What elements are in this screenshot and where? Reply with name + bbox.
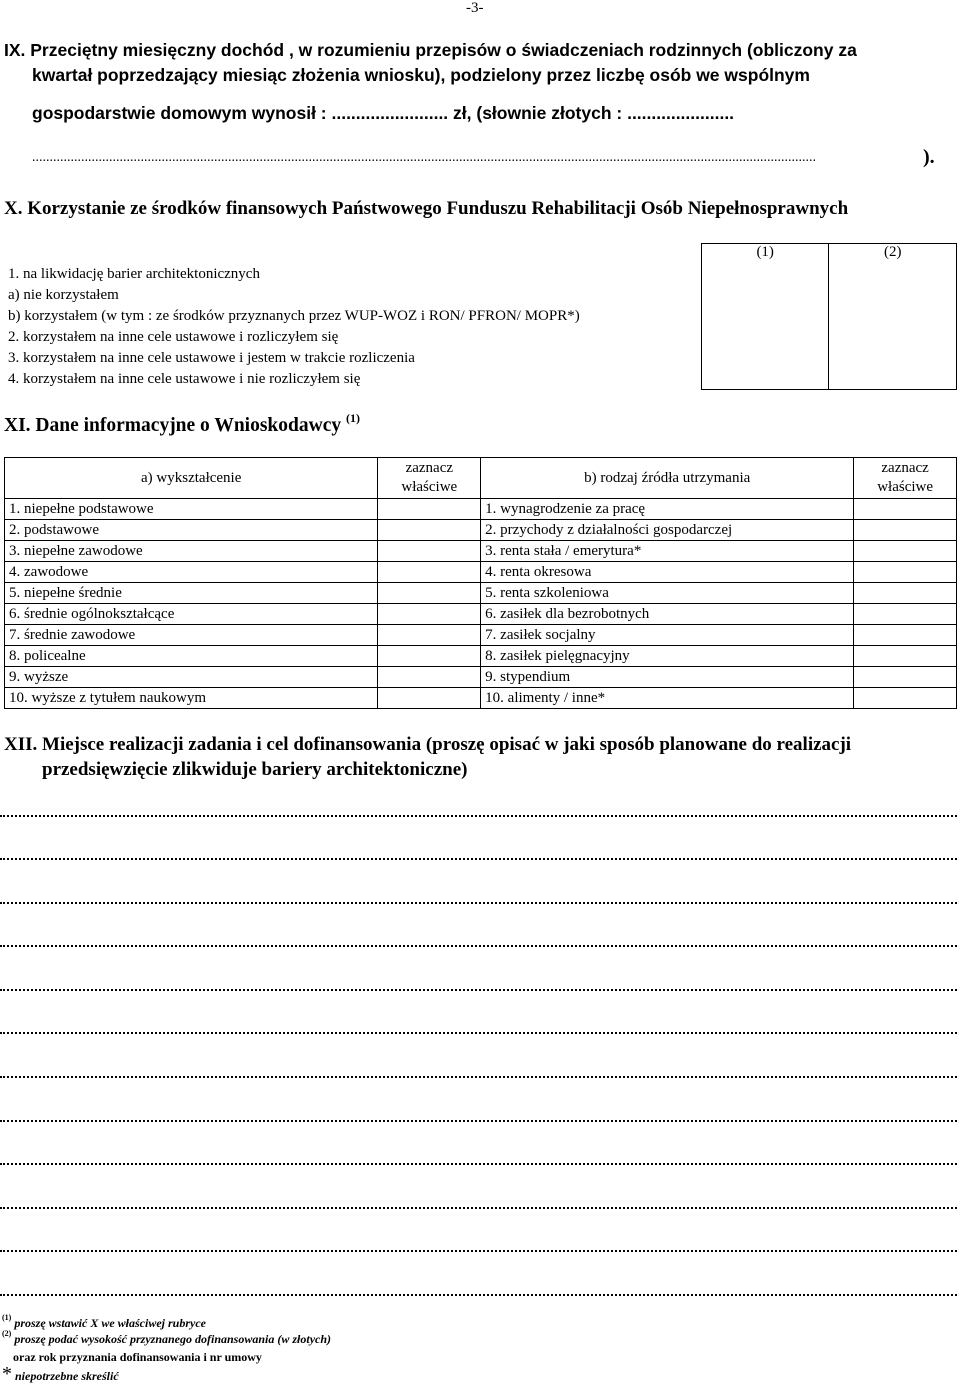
table-row <box>5 520 957 541</box>
education-option: 1. niepełne podstawowe <box>5 499 378 520</box>
table-row <box>5 667 957 688</box>
education-mark-cell[interactable] <box>378 604 481 625</box>
section-ix-line2: kwartał poprzedzający miesiąc złożenia wniosku), podzielony przez liczbę osób we wspólnym <box>32 65 810 85</box>
education-mark-cell[interactable] <box>378 562 481 583</box>
answer-line[interactable] <box>0 1076 957 1080</box>
education-mark-cell[interactable] <box>378 541 481 562</box>
footnote-1-text: proszę wstawić X we właściwej rubryce <box>14 1316 206 1330</box>
section-xii-title <box>4 732 954 782</box>
answer-line[interactable] <box>0 1120 957 1124</box>
answer-line[interactable] <box>0 815 957 819</box>
education-mark-cell[interactable] <box>378 520 481 541</box>
section-ix-words-line[interactable]: ................................................................................................................................................................................................................................ <box>32 150 816 165</box>
education-option: 5. niepełne średnie <box>5 583 378 604</box>
answer-line[interactable] <box>0 1207 957 1211</box>
education-mark-cell[interactable] <box>378 583 481 604</box>
footnote-3 <box>2 1363 119 1386</box>
income-mark-cell[interactable] <box>854 688 957 709</box>
answer-line[interactable] <box>0 1250 957 1254</box>
page-number: -3- <box>466 0 484 16</box>
income-mark-cell[interactable] <box>854 625 957 646</box>
section-xi-title-text: XI. Dane informacyjne o Wnioskodawcy <box>4 415 342 436</box>
income-option: 5. renta szkoleniowa <box>481 583 854 604</box>
pfron-col2-header: (2) <box>883 244 902 260</box>
education-option: 3. niepełne zawodowe <box>5 541 378 562</box>
footnote-2b-text: oraz rok przyznania dofinansowania i nr umowy <box>13 1350 262 1364</box>
income-mark-cell[interactable] <box>854 541 957 562</box>
table-row <box>5 688 957 709</box>
income-option: 9. stypendium <box>481 667 854 688</box>
table-row <box>5 604 957 625</box>
answer-line[interactable] <box>0 1294 957 1298</box>
income-option: 4. renta okresowa <box>481 562 854 583</box>
section-xi-title-sup: (1) <box>345 411 360 425</box>
section-x-title: X. Korzystanie ze środków finansowych Państwowego Funduszu Rehabilitacji Osób Niepełnosprawnych <box>4 198 849 219</box>
pfron-row: b) korzystałem (w tym : ze środków przyznanych przez WUP-WOZ i RON/ PFRON/ MOPR*) <box>8 307 580 324</box>
pfron-rows <box>4 244 701 390</box>
table-row <box>5 646 957 667</box>
income-mark-cell[interactable] <box>854 604 957 625</box>
education-option: 9. wyższe <box>5 667 378 688</box>
income-option: 3. renta stała / emerytura* <box>481 541 854 562</box>
education-option: 2. podstawowe <box>5 520 378 541</box>
answer-line[interactable] <box>0 858 957 862</box>
answer-line[interactable] <box>0 1163 957 1167</box>
header-education: a) wykształcenie <box>5 458 378 499</box>
answer-line[interactable] <box>0 945 957 949</box>
income-mark-cell[interactable] <box>854 562 957 583</box>
education-option: 4. zawodowe <box>5 562 378 583</box>
income-mark-cell[interactable] <box>854 499 957 520</box>
footnote-1-mark: (1) <box>2 1313 12 1322</box>
footnote-3-mark: * <box>2 1363 12 1385</box>
pfron-row: 4. korzystałem na inne cele ustawowe i nie rozliczyłem się <box>8 370 361 387</box>
header-mark-income: zaznacz właściwe <box>854 458 957 499</box>
income-mark-cell[interactable] <box>854 646 957 667</box>
footnote-1 <box>2 1313 206 1331</box>
footnote-2-mark: (2) <box>2 1329 12 1338</box>
income-option: 7. zasiłek socjalny <box>481 625 854 646</box>
section-ix-income-line[interactable]: gospodarstwie domowym wynosił : ........................ zł, (słownie złotych : ...................... <box>32 103 735 123</box>
pfron-row: a) nie korzystałem <box>8 286 119 303</box>
footnote-2 <box>2 1329 332 1347</box>
pfron-row: 2. korzystałem na inne cele ustawowe i rozliczyłem się <box>8 328 339 345</box>
income-mark-cell[interactable] <box>854 583 957 604</box>
footnote-2-text: proszę podać wysokość przyznanego dofinansowania (w złotych) <box>14 1332 332 1346</box>
table-row <box>5 625 957 646</box>
section-ix <box>4 38 954 88</box>
section-xii-line2: przedsięwzięcie zlikwiduje bariery architektoniczne) <box>42 759 468 780</box>
education-option: 8. policealne <box>5 646 378 667</box>
answer-line[interactable] <box>0 989 957 993</box>
table-row <box>5 583 957 604</box>
table-row <box>5 541 957 562</box>
header-income: b) rodzaj źródła utrzymania <box>481 458 854 499</box>
education-mark-cell[interactable] <box>378 499 481 520</box>
pfron-row: 3. korzystałem na inne cele ustawowe i jestem w trakcie rozliczenia <box>8 349 415 366</box>
pfron-col1-header: (1) <box>756 244 774 260</box>
education-mark-cell[interactable] <box>378 667 481 688</box>
section-xi-title <box>4 411 360 437</box>
education-mark-cell[interactable] <box>378 646 481 667</box>
header-mark-education: zaznacz właściwe <box>378 458 481 499</box>
pfron-col2-cell[interactable] <box>829 244 957 390</box>
education-mark-cell[interactable] <box>378 625 481 646</box>
pfron-table <box>4 243 957 390</box>
income-mark-cell[interactable] <box>854 667 957 688</box>
education-option: 7. średnie zawodowe <box>5 625 378 646</box>
answer-line[interactable] <box>0 902 957 906</box>
income-option: 1. wynagrodzenie za pracę <box>481 499 854 520</box>
footnote-3-text: niepotrzebne skreślić <box>15 1369 119 1383</box>
section-ix-line1: IX. Przeciętny miesięczny dochód , w rozumieniu przepisów o świadczeniach rodzinnych (obliczony za <box>4 40 857 60</box>
education-option: 6. średnie ogólnokształcące <box>5 604 378 625</box>
income-option: 6. zasiłek dla bezrobotnych <box>481 604 854 625</box>
answer-line[interactable] <box>0 1032 957 1036</box>
pfron-col1-cell[interactable] <box>701 244 829 390</box>
income-option: 8. zasiłek pielęgnacyjny <box>481 646 854 667</box>
education-option: 10. wyższe z tytułem naukowym <box>5 688 378 709</box>
table-row <box>5 499 957 520</box>
income-option: 2. przychody z działalności gospodarczej <box>481 520 854 541</box>
section-ix-close: ). <box>923 146 935 168</box>
education-mark-cell[interactable] <box>378 688 481 709</box>
table-row <box>5 562 957 583</box>
income-option: 10. alimenty / inne* <box>481 688 854 709</box>
section-xii-line1: XII. Miejsce realizacji zadania i cel dofinansowania (proszę opisać w jaki sposób planowane do realizacji <box>4 734 852 755</box>
applicant-info-table <box>4 457 957 709</box>
income-mark-cell[interactable] <box>854 520 957 541</box>
pfron-row: 1. na likwidację barier architektonicznych <box>8 265 260 282</box>
